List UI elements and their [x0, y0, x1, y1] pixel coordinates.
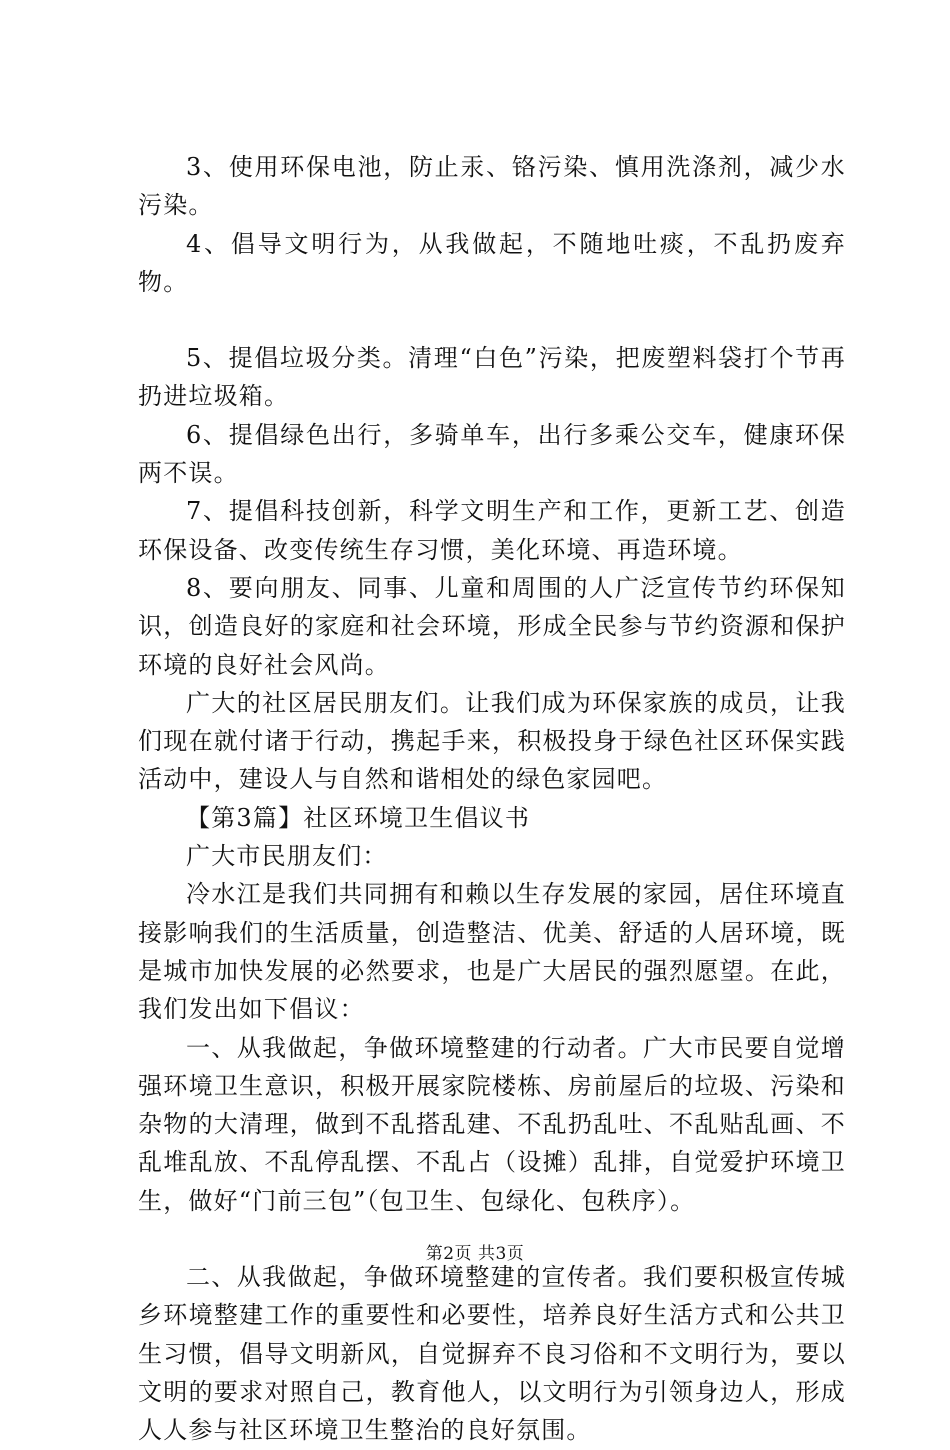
paragraph-item-3: 3、使用环保电池，防止汞、铬污染、慎用洗涤剂，减少水污染。 — [138, 153, 846, 220]
section-heading: 【第3篇】社区环境卫生倡议书 — [186, 803, 531, 832]
paragraph-proposal-1: 一、从我做起，争做环境整建的行动者。广大市民要自觉增强环境卫生意识，积极开展家院楼栋、房前屋后的垃圾、污染和杂物的大清理，做到不乱搭乱建、不乱扔乱吐、不乱贴乱画、不乱堆乱放、不乱停乱摆、不乱占（设摊）乱排，自觉爱护环境卫生，做好“门前三包”（包卫生、包绿化、包秩序）。 — [138, 1033, 846, 1215]
paragraph-item-6: 6、提倡绿色出行，多骑单车，出行多乘公交车，健康环保两不误。 — [138, 420, 846, 488]
paragraph-item-4: 4、倡导文明行为，从我做起，不随地吐痰，不乱扔废弃物。 — [138, 229, 846, 296]
salutation: 广大市民朋友们： — [186, 842, 388, 871]
page-footer: 第2页 共3页 — [425, 1244, 525, 1264]
paragraph-intro: 冷水江是我们共同拥有和赖以生存发展的家园，居住环境直接影响我们的生活质量，创造整洁、优美、舒适的人居环境，既是城市加快发展的必然要求，也是广大居民的强烈愿望。在此，我们发出如下倡议： — [138, 880, 846, 1024]
paragraph-proposal-2: 二、从我做起，争做环境整建的宣传者。我们要积极宣传城乡环境整建工作的重要性和必要性，培养良好生活方式和公共卫生习惯，倡导文明新风，自觉摒弃不良习俗和不文明行为，要以文明的要求对照自己，教育他人，以文明行为引领身边人，形成人人参与社区环境卫生整治的良好氛围。 — [138, 1263, 846, 1445]
paragraph-item-8: 8、要向朋友、同事、儿童和周围的人广泛宣传节约环保知识，创造良好的家庭和社会环境，形成全民参与节约资源和保护环境的良好社会风尚。 — [138, 573, 846, 679]
paragraph-item-5: 5、提倡垃圾分类。清理“白色”污染，把废塑料袋打个节再扔进垃圾箱。 — [138, 344, 846, 411]
paragraph-closing: 广大的社区居民朋友们。让我们成为环保家族的成员，让我们现在就付诸于行动，携起手来，积极投身于绿色社区环保实践活动中，建设人与自然和谐相处的绿色家园吧。 — [138, 688, 846, 794]
paragraph-item-7: 7、提倡科技创新，科学文明生产和工作，更新工艺、创造环保设备、改变传统生存习惯，美化环境、再造环境。 — [138, 497, 846, 564]
